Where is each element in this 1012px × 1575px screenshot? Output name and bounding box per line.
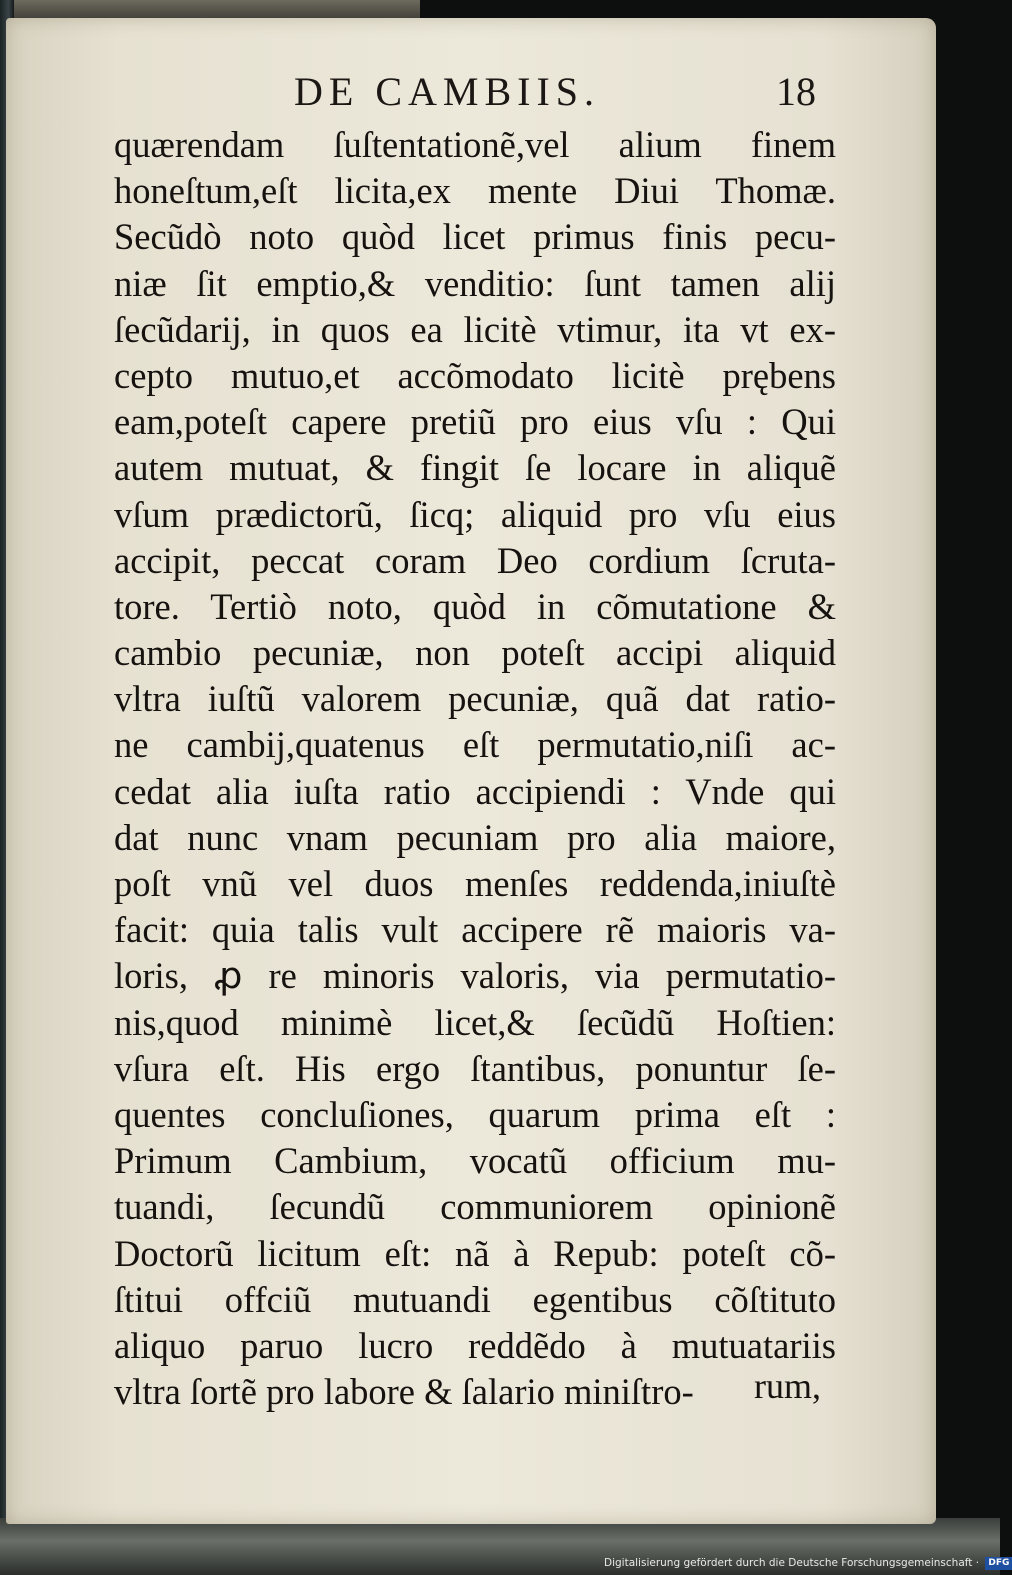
text-line: vſum prædictorũ, ſicq; aliquid pro vſu eius — [114, 493, 836, 535]
text-line: vſura eſt. His ergo ſtantibus, ponuntur ſe- — [114, 1047, 836, 1089]
text-line: facit: quia talis vult accipere rẽ maioris va- — [114, 909, 836, 951]
text-line: ne cambij,quatenus eſt permutatio,niſi ac- — [114, 724, 836, 766]
text-line: quentes concluſiones, quarum prima eſt : — [114, 1093, 836, 1135]
text-line: aliquo paruo lucro reddẽdo à mutuatariis — [114, 1324, 836, 1366]
text-line: nis,quod minimè licet,& ſecũdũ Hoſtien: — [114, 1001, 836, 1043]
credit-text: Digitalisierung gefördert durch die Deutsche Forschungsgemeinschaft · — [604, 1557, 980, 1569]
text-line: Secũdò noto quòd licet primus finis pecu- — [114, 216, 836, 258]
text-line: dat nunc vnam pecuniam pro alia maiore, — [114, 816, 836, 858]
text-line: eam,poteſt capere pretiũ pro eius vſu : Qui — [114, 401, 836, 443]
digitization-credit — [604, 1553, 1012, 1573]
text-line: quærendam ſuſtentationẽ,vel alium finem — [114, 124, 836, 165]
text-line: Primum Cambium, vocatũ officium mu- — [114, 1140, 836, 1182]
text-line: poſt vnũ vel duos menſes reddenda,iniuſtè — [114, 863, 836, 904]
text-line: niæ ſit emptio,& venditio: ſunt tamen alij — [114, 262, 836, 304]
text-line: cepto mutuo,et accõmodato licitè prębens — [114, 354, 836, 396]
text-line: loris, ꝓ re minoris valoris, via permutatio- — [114, 955, 836, 997]
text-line: vltra iuſtũ valorem pecuniæ, quã dat ratio- — [114, 678, 836, 720]
dfg-logo: DFG — [985, 1557, 1012, 1570]
text-line: honeſtum,eſt licita,ex mente Diui Thomæ. — [114, 170, 836, 212]
catchword: rum, — [754, 1366, 821, 1406]
text-line: tore. Tertiò noto, quòd in cõmutatione & — [114, 585, 836, 627]
text-line: cedat alia iuſta ratio accipiendi : Vnde qui — [114, 770, 836, 812]
text-line: cambio pecuniæ, non poteſt accipi aliquid — [114, 632, 836, 674]
text-line: accipit, peccat coram Deo cordium ſcruta- — [114, 539, 836, 581]
page-number: 18 — [776, 69, 816, 114]
text-line: Doctorũ licitum eſt: nã à Repub: poteſt cõ- — [114, 1232, 836, 1274]
book-page — [6, 18, 936, 1524]
text-line: vltra ſortẽ pro labore & ſalario miniſtro- — [114, 1371, 694, 1413]
text-line: ſtitui offciũ mutuandi egentibus cõſtituto — [114, 1278, 836, 1320]
running-title: DE CAMBIIS. — [294, 69, 601, 114]
text-line: tuandi, ſecundũ communiorem opinionẽ — [114, 1186, 836, 1228]
text-line: ſecũdarij, in quos ea licitè vtimur, ita vt ex- — [114, 308, 836, 350]
text-line: autem mutuat, & fingit ſe locare in aliquẽ — [114, 447, 836, 489]
body-text — [114, 122, 836, 1415]
